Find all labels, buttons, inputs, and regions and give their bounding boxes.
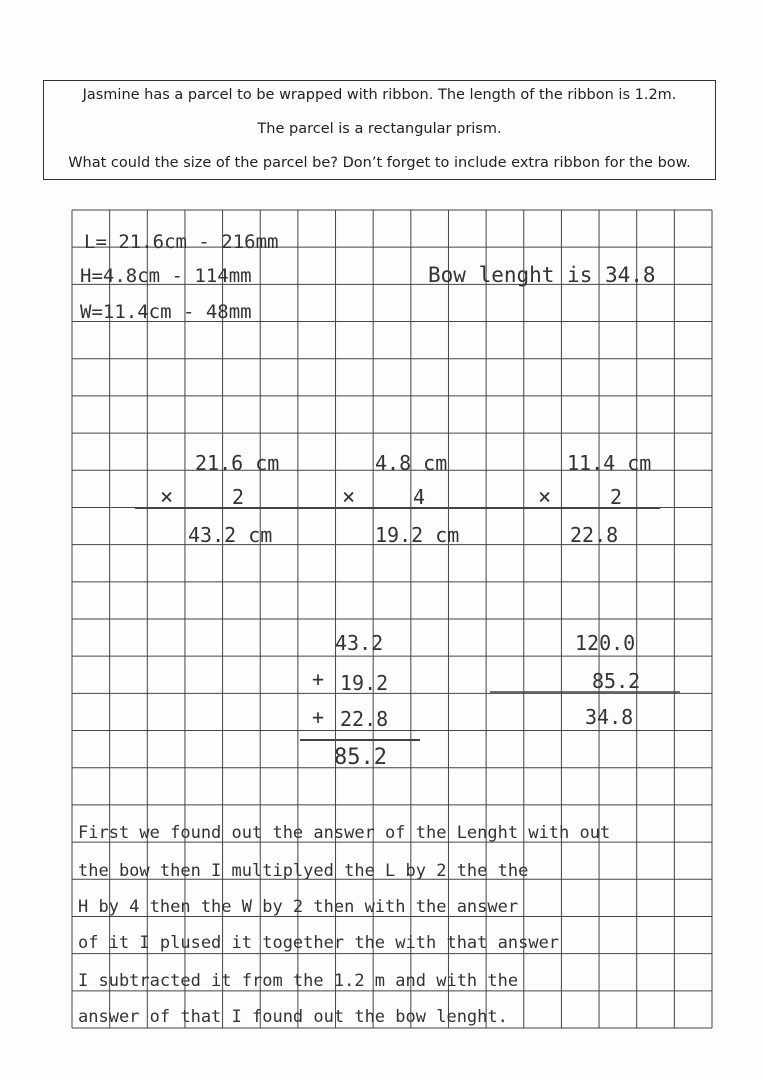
explanation-line: of it I plused it together the with that answer [78,933,560,953]
calc3-result: 22.8 [570,523,619,547]
calc3-operator: × [538,485,552,510]
dimensions-block [80,231,278,323]
sum-total: 85.2 [334,745,387,770]
sum-a: 43.2 [335,631,384,655]
calc3-multiplier: 2 [610,485,623,509]
bow-length-note: Bow lenght is 34.8 [428,263,656,287]
calculation-length [160,451,279,547]
sum-b: 19.2 [340,671,389,695]
question-line-2: The parcel is a rectangular prism. [257,121,502,137]
sum-plus-2: + [312,705,325,729]
calc2-result: 19.2 cm [375,523,460,547]
calc2-multiplier: 4 [413,485,426,509]
question-line-1: Jasmine has a parcel to be wrapped with ribbon. The length of the ribbon is 1.2m. [82,87,677,103]
explanation-line: I subtracted it from the 1.2 m and with the [78,971,519,991]
sum-plus-1: + [312,667,325,691]
question-line-3: What could the size of the parcel be? Don’t forget to include extra ribbon for the bow. [68,155,691,171]
explanation-line: the bow then I multiplyed the L by 2 the the [78,861,529,881]
explanation-line: H by 4 then the W by 2 then with the answer [78,897,519,917]
subtract-top: 120.0 [575,631,636,655]
explanation-line: First we found out the answer of the Lenght with out [78,823,611,843]
explanation-paragraph [78,823,610,1027]
calc1-multiplier: 2 [232,485,245,509]
calc2-operator: × [342,485,356,510]
length-dimension: L= 21.6cm - 216mm [84,231,279,253]
sum-c: 22.8 [340,707,389,731]
subtraction-block [575,631,640,729]
width-dimension: W=11.4cm - 48mm [80,301,252,323]
calc1-operator: × [160,485,174,510]
calculation-height [342,451,459,547]
calc2-top: 4.8 cm [375,451,448,475]
addition-block [312,631,388,770]
explanation-line: answer of that I found out the bow lenght. [78,1007,508,1027]
calc3-top: 11.4 cm [567,451,652,475]
calculation-width [538,451,651,547]
subtract-result: 34.8 [585,705,634,729]
height-dimension: H=4.8cm - 114mm [80,265,252,287]
subtract-minus: 85.2 [592,669,641,693]
calc1-result: 43.2 cm [188,523,273,547]
calc1-top: 21.6 cm [195,451,280,475]
